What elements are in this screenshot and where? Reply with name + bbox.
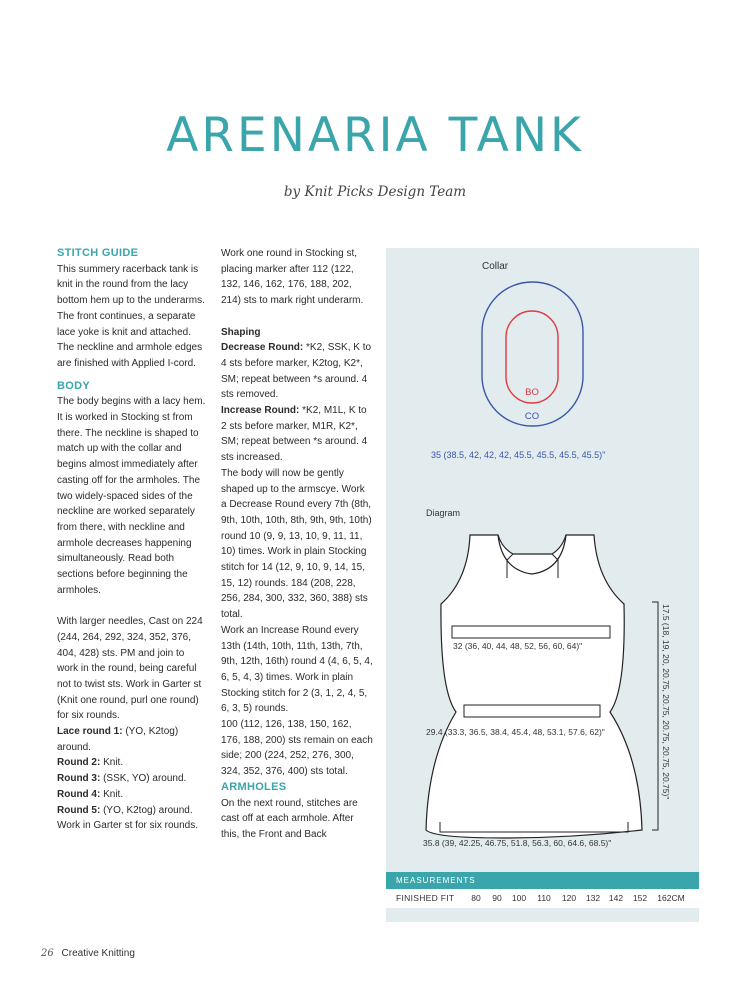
intro-paragraph: This summery racerback tank is knit in the round from the lacy bottom hem up to the underarms. The front continues, a separate lace yoke is knit and attached. The neckline and armhole edges are finished with Applied I-cord. xyxy=(57,263,205,369)
round-4: Round 4: Knit. xyxy=(57,788,124,800)
measure-value: 80 xyxy=(471,893,481,903)
armholes-heading: ARMHOLES xyxy=(221,780,287,793)
decrease-round: Decrease Round: *K2, SSK, K to 4 sts before marker, K2tog, K2*, SM; repeat between *s around. 4 sts removed. xyxy=(221,342,372,401)
measure-value: 142 xyxy=(608,893,624,903)
schematic-svg xyxy=(386,248,699,872)
bo-label: BO xyxy=(525,387,539,398)
shaping-heading: Shaping xyxy=(221,326,261,338)
publication-name: Creative Knitting xyxy=(61,948,135,959)
shaping-paragraph: The body will now be gently shaped up to the armscye. Work a Decrease Round every 7th (8th, 9th, 10th, 10th, 8th, 9th, 9th, 10th) round 10 (9, 9, 13, 10, 9, 11, 11, 10) times. Work in plain Stocking stitch for 14 (12, 9, 10, 9, 14, 15, 15, 12) rounds. 184 (208, 228, 256, 284, 300, 332, 360, 388) sts total. xyxy=(221,467,372,621)
round-3: Round 3: (SSK, YO) around. xyxy=(57,773,187,785)
cast-on-paragraph: With larger needles, Cast on 224 (244, 264, 292, 324, 352, 376, 404, 428) sts. PM and join to work in the round, being careful not to twist sts. Work in Garter st (Knit one round, purl one round) for six rounds. xyxy=(57,616,203,722)
co-label: CO xyxy=(524,411,540,422)
finished-fit-label: FINISHED FIT xyxy=(396,893,455,903)
measure-value: 162CM xyxy=(657,893,685,903)
page-title: ARENARIA TANK xyxy=(166,108,584,163)
bust-measure: 32 (36, 40, 44, 48, 52, 56, 60, 64)" xyxy=(453,641,583,651)
measurements-row xyxy=(386,889,699,908)
body-heading: BODY xyxy=(57,379,90,392)
increase-every-paragraph: Work an Increase Round every 13th (14th, 10th, 11th, 13th, 7th, 9th, 12th, 16th) round 4 (4, 6, 5, 4, 6, 5, 4, 3) times. Work in plain Stocking stitch for 2 (3, 1, 2, 4, 5, 6, 3, 5) rounds. xyxy=(221,624,373,715)
length-measure: 17.5 (18, 19, 20, 20.75, 20.75, 20.75, 20.75, 20.75)" xyxy=(661,604,671,800)
stocking-paragraph: Work one round in Stocking st, placing marker after 112 (122, 132, 146, 162, 176, 188, 202, 214) sts to mark right underarm. xyxy=(221,248,364,307)
measure-value: 120 xyxy=(561,893,577,903)
stitch-guide-heading: STITCH GUIDE xyxy=(57,247,139,259)
column-middle xyxy=(221,246,373,843)
measure-value: 90 xyxy=(492,893,502,903)
lace-round-1: Lace round 1: (YO, K2tog) around. xyxy=(57,726,179,753)
measurements-row-blank xyxy=(386,908,699,922)
measure-value: 152 xyxy=(632,893,648,903)
measure-value: 100 xyxy=(511,893,527,903)
collar-label: Collar xyxy=(482,261,509,272)
page-footer xyxy=(41,948,135,959)
hem-measure: 35.8 (39, 42.25, 46.75, 51.8, 56.3, 60, 64.6, 68.5)" xyxy=(423,838,612,848)
measure-value: 132 xyxy=(585,893,601,903)
page-number: 26 xyxy=(41,948,54,959)
tank-outline xyxy=(426,535,642,838)
collar-measure: 35 (38.5, 42, 42, 42, 45.5, 45.5, 45.5, 45.5)" xyxy=(431,450,606,460)
length-bracket xyxy=(652,602,658,830)
body-paragraph: The body begins with a lacy hem. It is worked in Stocking st from there. The neckline is shaped to match up with the collar and begins almost immediately after casting off for the armholes. The two widely-spaced sides of the neckline are worked separately from there, with neckline and armhole decreases happening simultaneously. Read both sections before beginning the armholes. xyxy=(57,396,206,596)
diagram-label: Diagram xyxy=(426,508,461,518)
increase-round: Increase Round: *K2, M1L, K to 2 sts before marker, M1R, K2*, SM; repeat between *s around. 4 sts increased. xyxy=(221,405,368,464)
schematic-panel xyxy=(386,248,699,872)
waist-measure: 29.4 (33.3, 36.5, 38.4, 45.4, 48, 53.1, 57.6, 62)" xyxy=(426,727,605,737)
round-2: Round 2: Knit. xyxy=(57,757,124,769)
measurements-heading: MEASUREMENTS xyxy=(386,872,699,889)
measure-value: 110 xyxy=(537,893,551,903)
remain-paragraph: 100 (112, 126, 138, 150, 162, 176, 188, 200) sts remain on each side; 200 (224, 252, 276, 300, 324, 352, 376, 400) sts total. xyxy=(221,719,373,778)
byline: by Knit Picks Design Team xyxy=(283,184,467,200)
armholes-paragraph: On the next round, stitches are cast off at each armhole. After this, the Front and Back xyxy=(221,797,358,840)
column-left xyxy=(57,246,207,834)
collar-outer-ring xyxy=(482,282,583,426)
round-5: Round 5: (YO, K2tog) around. Work in Garter st for six rounds. xyxy=(57,804,198,832)
